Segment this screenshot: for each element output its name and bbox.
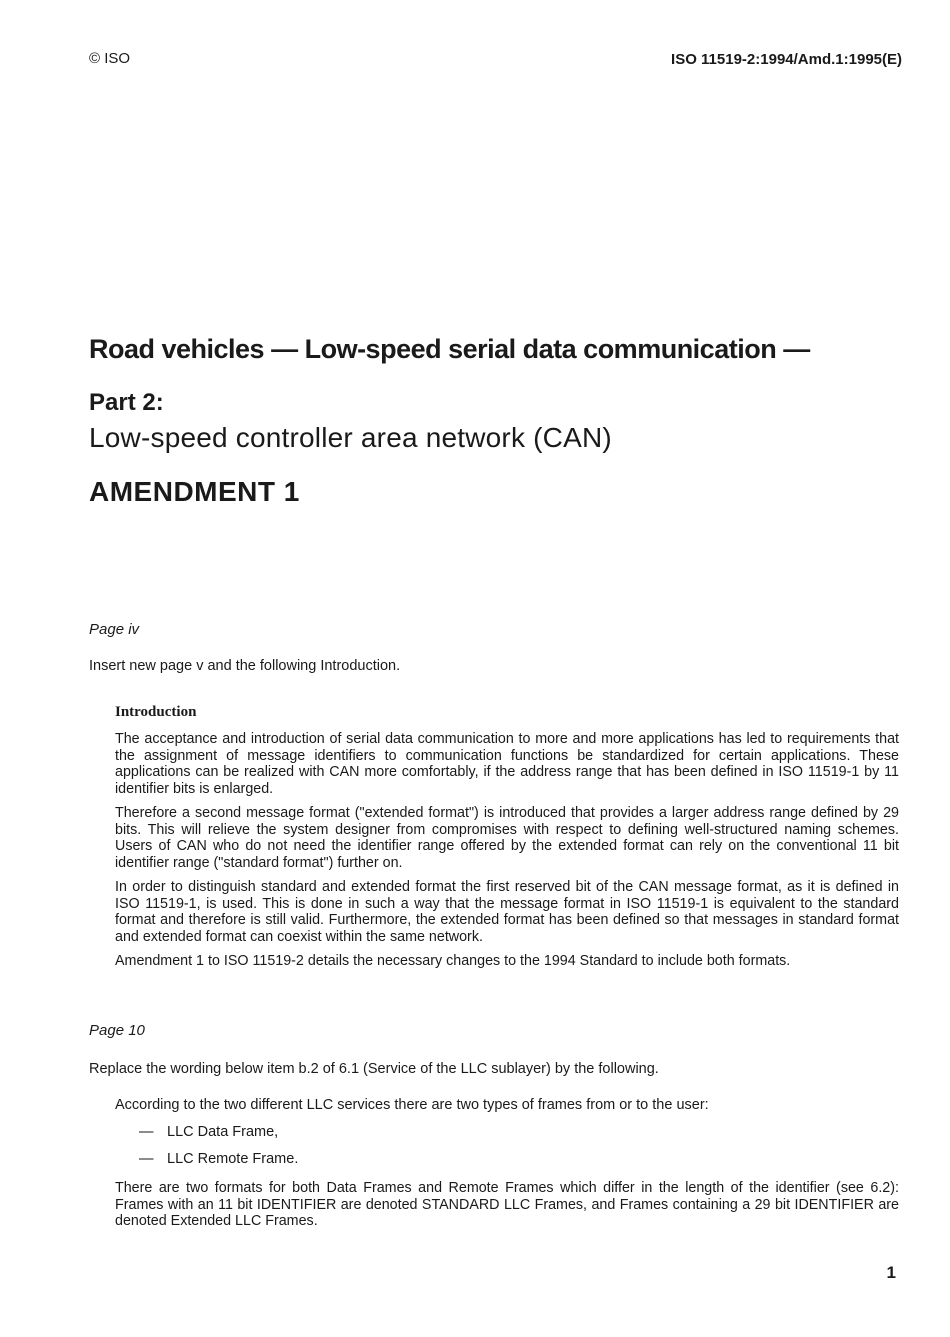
intro-paragraph: Amendment 1 to ISO 11519-2 details the necessary changes to the 1994 Standard to include both formats.	[115, 953, 791, 969]
document-title: Road vehicles — Low-speed serial data communication —	[89, 334, 810, 364]
part-label: Part 2:	[89, 389, 164, 416]
insert-instruction: Insert new page v and the following Introduction.	[89, 658, 401, 674]
closing-paragraph: There are two formats for both Data Frames and Remote Frames which differ in the length of the identifier (see 6.2): Frames with an 11 bit IDENTIFIER are denoted STANDARD LLC Frames, and Frames containing a 29 bit IDENTIFIER are denoted Extended LLC Frames.	[115, 1180, 899, 1229]
intro-paragraph: The acceptance and introduction of serial data communication to more and more applications has led to requirements that the assignment of message identifiers to communication functions be standardized for certain applications. These applications can be realized with CAN more comfortably, if the address range that has been defined in ISO 11519-1 by 11 identifier bits is enlarged.	[115, 731, 899, 797]
page-reference-10: Page 10	[89, 1022, 145, 1039]
frames-lead-text: According to the two different LLC services there are two types of frames from or to the user:	[115, 1097, 709, 1113]
part-subtitle: Low-speed controller area network (CAN)	[89, 422, 612, 453]
list-item-text: LLC Data Frame,	[167, 1124, 279, 1140]
intro-paragraph: Therefore a second message format ("extended format") is introduced that provides a larger address range defined by 29 bits. This will relieve the system designer from compromises with respect to defining well-structured naming schemes. Users of CAN who do not need the identifier range offered by the extended format can rely on the conventional 11 bit identifier range ("standard format") further on.	[115, 805, 899, 871]
replace-instruction: Replace the wording below item b.2 of 6.1 (Service of the LLC sublayer) by the following.	[89, 1061, 659, 1077]
page-reference-iv: Page iv	[89, 621, 140, 638]
list-item	[139, 1124, 278, 1140]
list-item	[139, 1151, 298, 1167]
frames-closing-text	[115, 1180, 899, 1238]
page-number: 1	[886, 1263, 896, 1282]
amendment-label: AMENDMENT 1	[89, 476, 300, 507]
list-item-text: LLC Remote Frame.	[167, 1151, 299, 1167]
list-dash: —	[139, 1124, 154, 1140]
intro-paragraph: In order to distinguish standard and extended format the first reserved bit of the CAN message format, as it is defined in ISO 11519-1, is used. This is done in such a way that the message format in ISO 11519-1 is equivalent to the standard format and therefore is still valid. Furthermore, the extended format has been defined so that messages in standard format and extended format can coexist within the same network.	[115, 879, 899, 945]
introduction-body	[115, 731, 899, 978]
list-dash: —	[139, 1151, 154, 1167]
introduction-heading: Introduction	[115, 704, 197, 720]
header-copyright: © ISO	[89, 50, 131, 67]
header-document-id: ISO 11519-2:1994/Amd.1:1995(E)	[671, 51, 902, 68]
